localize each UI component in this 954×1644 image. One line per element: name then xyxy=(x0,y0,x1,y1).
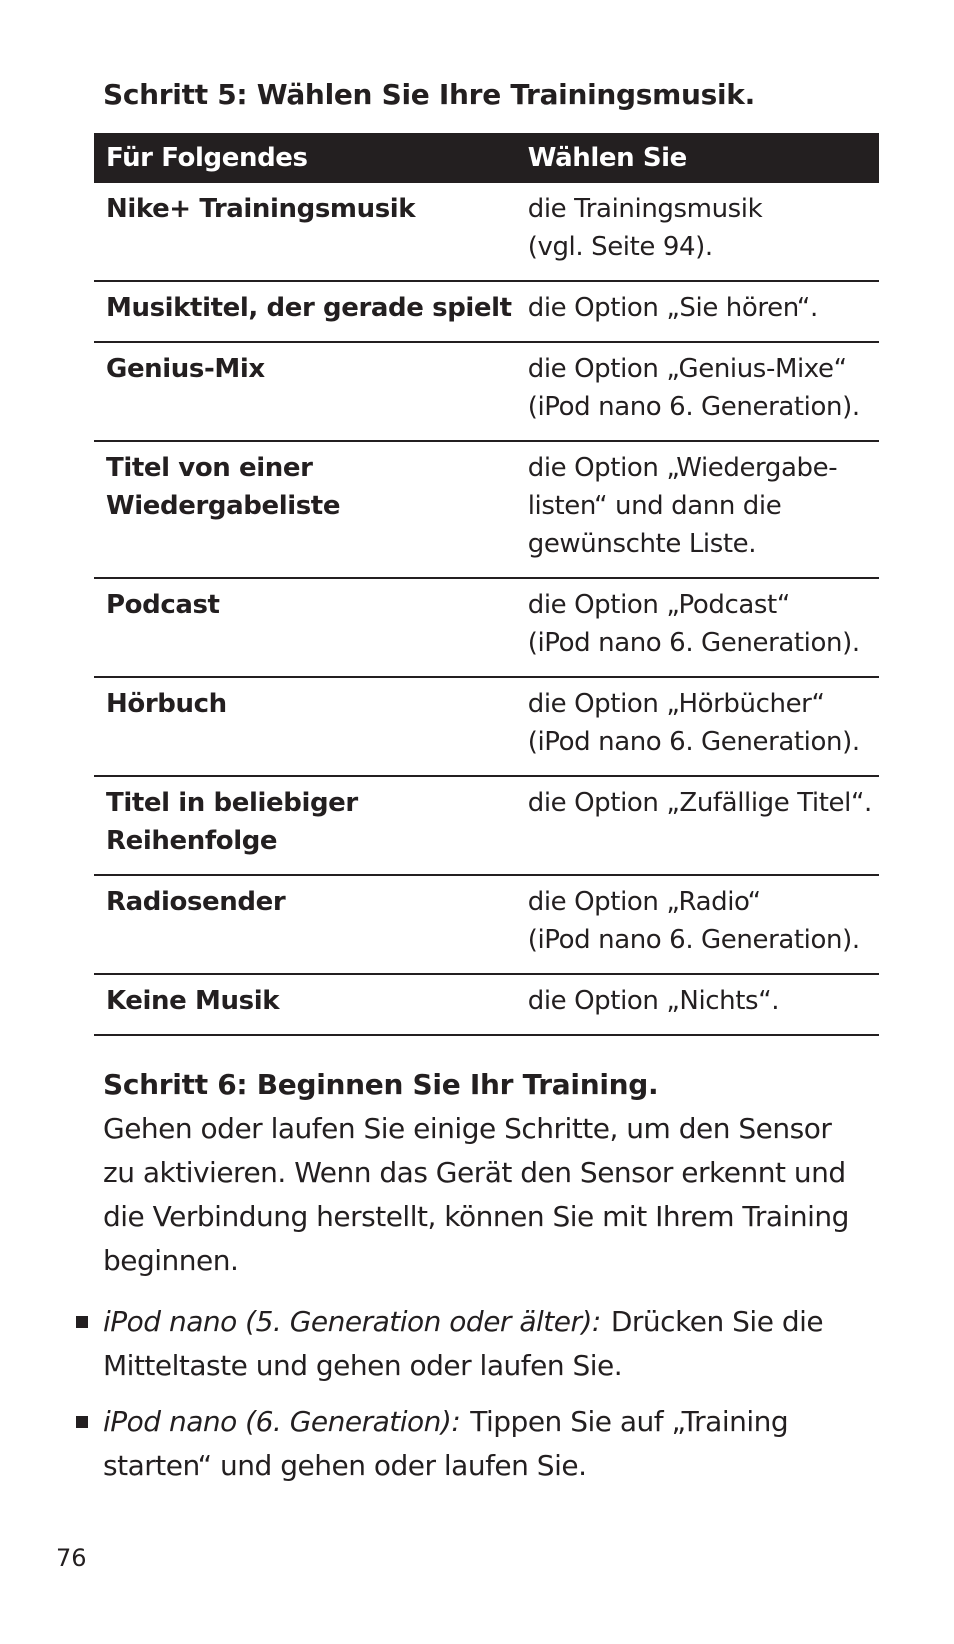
bullet-lead-text: iPod nano (5. Generation oder älter): xyxy=(103,1305,601,1338)
row-choice-line: (iPod nano 6. Generation). xyxy=(527,925,860,955)
row-label xyxy=(94,578,518,677)
row-choice-line: listen“ und dann die xyxy=(527,491,782,521)
row-choice xyxy=(518,875,879,974)
bullet-item-nano-6th-gen xyxy=(103,1400,903,1488)
row-label xyxy=(94,441,518,578)
row-choice-line: die Option „Genius-Mixe“ xyxy=(527,354,847,384)
table-row xyxy=(94,183,879,281)
table-row xyxy=(94,677,879,776)
instruction-bullet-list xyxy=(103,1300,903,1500)
step-6-body-line: zu aktivieren. Wenn das Gerät den Sensor erkennt und xyxy=(103,1156,846,1189)
row-label xyxy=(94,281,518,342)
row-label xyxy=(94,677,518,776)
bullet-line xyxy=(103,1400,903,1444)
row-label-line: Wiedergabeliste xyxy=(106,491,341,521)
row-choice-line: die Option „Sie hören“. xyxy=(527,293,818,323)
table-row xyxy=(94,776,879,875)
row-choice-line: die Option „Podcast“ xyxy=(527,590,790,620)
step-6-body-line: Gehen oder laufen Sie einige Schritte, um den Sensor xyxy=(103,1112,832,1145)
row-choice xyxy=(518,342,879,441)
row-choice-line: (iPod nano 6. Generation). xyxy=(527,628,860,658)
music-options-table xyxy=(94,133,879,1036)
step-6-section xyxy=(103,1063,893,1283)
row-choice-line: (iPod nano 6. Generation). xyxy=(527,727,860,757)
row-label-line: Hörbuch xyxy=(106,689,227,719)
row-label-line: Genius-Mix xyxy=(106,354,265,384)
row-choice-line: die Option „Zufällige Titel“. xyxy=(527,788,872,818)
row-label-line: Titel von einer xyxy=(106,453,313,483)
row-choice xyxy=(518,183,879,281)
bullet-text: Drücken Sie die xyxy=(610,1305,824,1338)
row-label-line: Nike+ Trainingsmusik xyxy=(106,194,416,224)
bullet-item-nano-5th-gen xyxy=(103,1300,903,1388)
bullet-square-icon xyxy=(76,1416,88,1428)
bullet-line: Mitteltaste und gehen oder laufen Sie. xyxy=(103,1349,623,1382)
bullet-line: starten“ und gehen oder laufen Sie. xyxy=(103,1449,587,1482)
row-label xyxy=(94,974,518,1035)
row-choice-line: die Option „Hörbücher“ xyxy=(527,689,825,719)
row-choice-line: gewünschte Liste. xyxy=(527,529,757,559)
row-label xyxy=(94,875,518,974)
table-row xyxy=(94,578,879,677)
row-choice-line: die Trainingsmusik xyxy=(527,194,763,224)
row-label xyxy=(94,183,518,281)
table-row xyxy=(94,342,879,441)
header-for-following: Für Folgendes xyxy=(94,133,518,183)
page-number: 76 xyxy=(56,1544,87,1572)
row-choice-line: die Option „Radio“ xyxy=(527,887,761,917)
step-6-heading: Schritt 6: Beginnen Sie Ihr Training. xyxy=(103,1068,659,1101)
row-label-line: Podcast xyxy=(106,590,220,620)
row-choice-line: die Option „Wiedergabe- xyxy=(527,453,838,483)
row-choice-line: (iPod nano 6. Generation). xyxy=(527,392,860,422)
row-choice xyxy=(518,776,879,875)
bullet-lead-text: iPod nano (6. Generation): xyxy=(103,1405,461,1438)
row-choice xyxy=(518,974,879,1035)
row-choice-line: (vgl. Seite 94). xyxy=(527,232,713,262)
row-choice-line: die Option „Nichts“. xyxy=(527,986,780,1016)
row-choice xyxy=(518,578,879,677)
row-label-line: Reihenfolge xyxy=(106,826,278,856)
row-label-line: Radiosender xyxy=(106,887,286,917)
bullet-square-icon xyxy=(76,1316,88,1328)
row-label xyxy=(94,776,518,875)
step-6-body-line: beginnen. xyxy=(103,1244,239,1277)
table-row xyxy=(94,281,879,342)
bullet-line xyxy=(103,1300,903,1344)
step-6-body-line: die Verbindung herstellt, können Sie mit Ihrem Training xyxy=(103,1200,849,1233)
header-choose: Wählen Sie xyxy=(518,133,879,183)
step-5-heading: Schritt 5: Wählen Sie Ihre Trainingsmusik. xyxy=(103,78,755,111)
row-label-line: Musiktitel, der gerade spielt xyxy=(106,293,512,323)
table-row xyxy=(94,974,879,1035)
row-label xyxy=(94,342,518,441)
row-choice xyxy=(518,677,879,776)
table-row xyxy=(94,441,879,578)
row-choice xyxy=(518,441,879,578)
row-label-line: Titel in beliebiger xyxy=(106,788,358,818)
row-choice xyxy=(518,281,879,342)
table-row xyxy=(94,875,879,974)
row-label-line: Keine Musik xyxy=(106,986,280,1016)
bullet-text: Tippen Sie auf „Training xyxy=(470,1405,789,1438)
table-header-row xyxy=(94,133,879,183)
